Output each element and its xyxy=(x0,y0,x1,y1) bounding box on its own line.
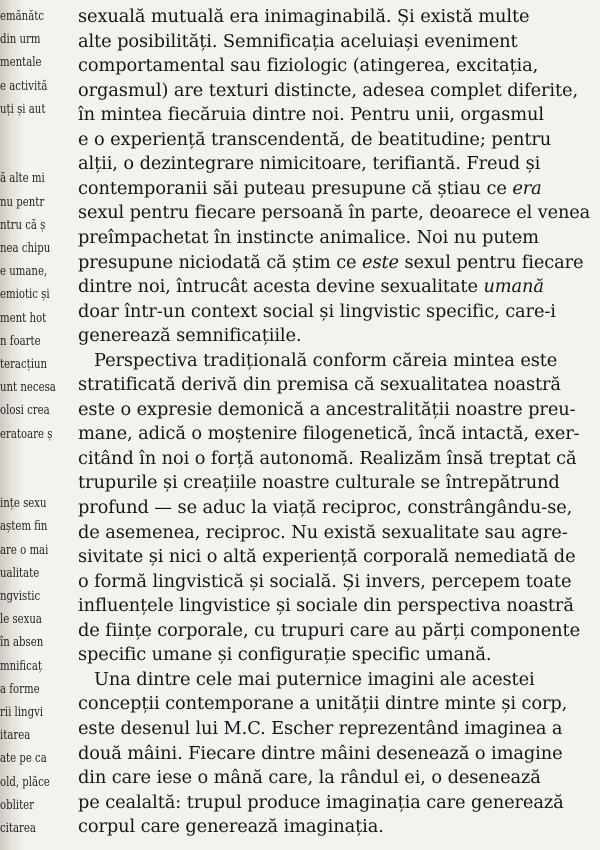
body-text-line xyxy=(78,129,551,151)
left-page-fragment: n foarte xyxy=(0,333,41,349)
body-text-line xyxy=(78,227,539,249)
left-page-fragment: olosi crea xyxy=(0,403,50,419)
body-text-line xyxy=(78,374,561,396)
left-page-fragment: e umane, xyxy=(0,264,48,280)
text-run: Perspectiva tradițională conform căreia mintea este xyxy=(94,349,558,371)
body-text-line xyxy=(78,6,529,28)
left-page-fragment: ate pe ca xyxy=(0,751,47,767)
body-text-line xyxy=(78,276,544,298)
text-run: sexuală mutuală era inimaginabilă. Și există multe xyxy=(78,6,530,27)
text-run: specific umane și configurație specific umană. xyxy=(78,644,492,666)
left-page-fragment: old, plăce xyxy=(0,774,50,790)
body-text-line xyxy=(78,718,562,740)
body-text-line xyxy=(78,80,578,102)
left-page-fragment: are o mai xyxy=(0,542,49,558)
body-text-line xyxy=(78,546,576,568)
text-run: presupune niciodată că știm ce xyxy=(78,251,363,273)
text-run: concepții contemporane a unității dintre minte și corp, xyxy=(78,693,568,715)
text-run: stratificată derivă din premisa că sexualitatea noastră xyxy=(78,374,561,396)
left-page-fragment: le sexua xyxy=(0,612,42,628)
text-run: pe cealaltă: trupul produce imaginația care generează xyxy=(78,791,564,813)
text-run: în mintea fiecăruia dintre noi. Pentru unii, orgasmul xyxy=(78,104,544,126)
left-page-fragment: ințe sexu xyxy=(0,496,47,512)
body-text-line xyxy=(78,178,542,200)
left-page-fragment: unt necesa xyxy=(0,380,56,396)
body-text-line xyxy=(78,325,301,347)
left-page-fragment: teracțiun xyxy=(0,357,48,372)
right-page-text xyxy=(78,6,598,846)
text-run: sexul pentru fiecare persoană în parte, deoarece el venea xyxy=(78,202,591,224)
text-run: alții, o dezintegrare nimicitoare, terifiantă. Freud și xyxy=(78,153,541,175)
body-text-line xyxy=(78,448,576,470)
text-run: e o experiență transcendentă, de beatitudine; pentru xyxy=(78,128,552,150)
body-text-line xyxy=(78,792,564,814)
text-run: trupurile și creațiile noastre culturale se întrepătrund xyxy=(78,472,560,494)
text-run: Una dintre cele mai puternice imagini ale acestei xyxy=(94,668,535,690)
body-text-line xyxy=(78,301,556,323)
text-run: este desenul lui M.C. Escher reprezentând imaginea a xyxy=(78,717,563,739)
body-text-line xyxy=(78,620,580,642)
body-text-line xyxy=(94,669,535,691)
body-text-line xyxy=(78,202,590,224)
italic-word: este xyxy=(362,251,399,273)
text-run: orgasmul) are texturi distincte, adesea complet diferite, xyxy=(78,79,579,101)
left-page-fragment: nea chipu xyxy=(0,241,51,256)
left-page-fragment: itarea xyxy=(0,728,31,744)
text-run: este o expresie demonică a ancestralității noastre preu- xyxy=(78,398,576,420)
left-page-fragment: rii lingvi xyxy=(0,705,44,720)
text-run: influențele lingvistice și sociale din perspectiva noastră xyxy=(78,595,574,617)
left-page-fragment: emănătc xyxy=(0,9,44,24)
text-run: dintre noi, întrucât acesta devine sexualitate xyxy=(78,276,484,298)
body-text-line xyxy=(78,743,563,765)
text-run: citând în noi o forță autonomă. Realizăm însă treptat că xyxy=(78,447,577,469)
left-page-fragment: emiotic și xyxy=(0,287,50,303)
body-text-line xyxy=(78,399,576,421)
body-text-line xyxy=(78,153,540,175)
text-run: de asemenea, reciproc. Nu există sexualitate sau agre- xyxy=(78,521,568,543)
body-text-line xyxy=(78,644,491,666)
text-run: contemporanii săi puteau presupune că știau ce xyxy=(78,177,513,199)
left-page-fragment: citarea xyxy=(0,821,36,836)
body-text-line xyxy=(78,816,384,838)
text-run: sivitate și nici o altă experiență corporală nemediată de xyxy=(78,546,576,568)
body-text-line xyxy=(78,767,541,789)
text-run: o formă lingvistică și socială. Și invers, percepem toate xyxy=(78,570,572,592)
left-page-fragment: obliter xyxy=(0,797,35,813)
body-text-line xyxy=(78,497,572,519)
body-text-line xyxy=(78,55,538,77)
body-text-line xyxy=(94,350,557,372)
text-run: doar într-un context social și lingvistic specific, care-i xyxy=(78,300,556,322)
body-text-line xyxy=(78,522,568,544)
left-page-fragment: a forme xyxy=(0,681,40,697)
left-page-fragment: ngvistic xyxy=(0,589,41,604)
left-page-margin xyxy=(0,0,58,850)
left-page-fragment: mnificaț xyxy=(0,658,42,674)
text-run: din care iese o mână care, la rândul ei, o desenează xyxy=(78,767,541,789)
text-run: sexul pentru fiecare xyxy=(398,251,584,273)
text-run: comportamental sau fiziologic (atingerea, excitația, xyxy=(78,55,539,77)
left-page-fragment: în absen xyxy=(0,635,44,651)
body-text-line xyxy=(78,423,580,445)
left-page-fragment: din urm xyxy=(0,32,41,48)
left-page-fragment: uți și aut xyxy=(0,101,46,117)
left-page-fragment: e activită xyxy=(0,78,48,94)
text-run: preîmpachetat în instincte animalice. Noi nu putem xyxy=(78,226,539,248)
left-page-fragment: eratoare ș xyxy=(0,426,53,442)
body-text-line xyxy=(78,31,518,53)
text-run: profund — se aduc la viață reciproc, constrângându-se, xyxy=(78,497,573,518)
left-page-fragment: ment hot xyxy=(0,310,47,326)
body-text-line xyxy=(78,252,583,274)
left-page-fragment: mentale xyxy=(0,55,42,71)
left-page-fragment: aștem fin xyxy=(0,519,48,535)
text-run: alte posibilități. Semnificația aceluiași eveniment xyxy=(78,30,518,52)
italic-word: umană xyxy=(483,276,544,298)
text-run: corpul care generează imaginația. xyxy=(78,816,384,838)
italic-word: era xyxy=(512,177,542,199)
body-text-line xyxy=(78,571,571,593)
left-page-fragment: ualitate xyxy=(0,565,40,581)
body-text-line xyxy=(78,595,574,617)
text-run: două mâini. Fiecare dintre mâini desenează o imagine xyxy=(78,742,563,764)
text-run: de ființe corporale, cu trupuri care au părți componente xyxy=(78,619,580,641)
left-page-fragment: ntru că ș xyxy=(0,217,46,233)
body-text-line xyxy=(78,472,560,494)
left-page-fragment: ă alte mi xyxy=(0,171,45,187)
body-text-line xyxy=(78,693,567,715)
text-run: mane, adică o moștenire filogenetică, încă intactă, exer- xyxy=(78,423,580,445)
text-run: generează semnificațiile. xyxy=(78,325,302,347)
left-page-fragment: nu pentr xyxy=(0,194,45,210)
body-text-line xyxy=(78,104,544,126)
